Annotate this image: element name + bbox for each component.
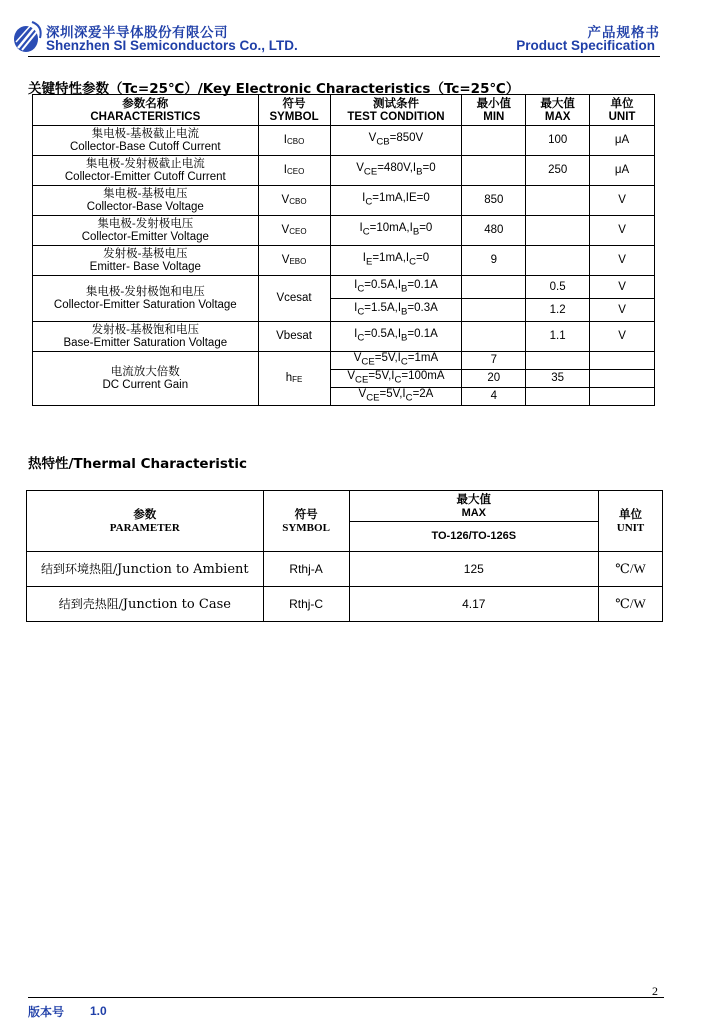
- min-cell: [462, 156, 526, 186]
- condition-cell: $I_C=1mA,IE=0$: [330, 186, 462, 216]
- col-header-condition: 测试条件 TEST CONDITION: [330, 95, 462, 126]
- min-cell: [462, 126, 526, 156]
- min-cell: 4: [462, 388, 526, 406]
- table-row: [33, 322, 655, 352]
- unit-cell: [590, 370, 655, 388]
- characteristic-name: 发射极-基极饱和电压 Base-Emitter Saturation Voltage: [33, 322, 259, 352]
- col-header-max: 最大值 MAX: [526, 95, 590, 126]
- version-label: 版本号: [28, 1005, 65, 1019]
- condition-cell: $V_{CB}=850V$: [330, 126, 462, 156]
- unit-cell: V: [590, 216, 655, 246]
- table-row: [33, 186, 655, 216]
- unit-cell: ℃/W: [599, 587, 663, 622]
- characteristic-name: 集电极-发射极截止电流 Collector-Emitter Cutoff Current: [33, 156, 259, 186]
- table-row: [33, 276, 655, 299]
- package-header: TO-126/TO-126S: [349, 522, 599, 552]
- company-name-en: Shenzhen SI Semiconductors Co., LTD.: [46, 38, 298, 53]
- company-name-cn: 深圳深爱半导体股份有限公司: [46, 25, 228, 41]
- symbol-cell: Vbesat: [258, 322, 330, 352]
- unit-cell: V: [590, 299, 655, 322]
- max-cell: [526, 352, 590, 370]
- min-cell: 7: [462, 352, 526, 370]
- max-cell: 0.5: [526, 276, 590, 299]
- condition-cell: $I_C=0.5A,I_B=0.1A$: [330, 322, 462, 352]
- symbol-cell: VCBO: [258, 186, 330, 216]
- col-header-unit: 单位 UNIT: [599, 491, 663, 552]
- unit-cell: ℃/W: [599, 552, 663, 587]
- characteristic-name: 集电极-基极电压 Collector-Base Voltage: [33, 186, 259, 216]
- max-cell: 250: [526, 156, 590, 186]
- condition-cell: $V_{CE}=480V,I_B=0$: [330, 156, 462, 186]
- doc-type-cn: 产品规格书: [587, 25, 660, 41]
- table-row: [27, 552, 663, 587]
- col-header-parameter: 参数 PARAMETER: [27, 491, 264, 552]
- symbol-cell: VEBO: [258, 246, 330, 276]
- unit-cell: V: [590, 246, 655, 276]
- max-value-cell: 125: [349, 552, 599, 587]
- unit-cell: μA: [590, 126, 655, 156]
- symbol-cell: hFE: [258, 352, 330, 406]
- col-header-symbol: 符号 SYMBOL: [263, 491, 349, 552]
- header-divider: [28, 56, 660, 57]
- unit-cell: [590, 388, 655, 406]
- footer-divider: [28, 997, 664, 998]
- max-cell: 100: [526, 126, 590, 156]
- parameter-cell: 结到壳热阻/Junction to Case: [27, 587, 264, 622]
- characteristic-name: 电流放大倍数 DC Current Gain: [33, 352, 259, 406]
- unit-cell: V: [590, 322, 655, 352]
- table-row: [33, 352, 655, 370]
- unit-cell: μA: [590, 156, 655, 186]
- characteristic-name: 集电极-基极截止电流 Collector-Base Cutoff Current: [33, 126, 259, 156]
- symbol-cell: VCEO: [258, 216, 330, 246]
- unit-cell: V: [590, 186, 655, 216]
- condition-cell: $V_{CE}=5V,I_C=100mA$: [330, 370, 462, 388]
- characteristic-name: 集电极-发射极饱和电压 Collector-Emitter Saturation Voltage: [33, 276, 259, 322]
- min-cell: 20: [462, 370, 526, 388]
- min-cell: [462, 299, 526, 322]
- unit-cell: [590, 352, 655, 370]
- doc-type-en: Product Specification: [516, 38, 655, 53]
- max-value-cell: 4.17: [349, 587, 599, 622]
- page-number: 2: [652, 984, 658, 998]
- min-cell: 9: [462, 246, 526, 276]
- table-header-row: [33, 95, 655, 126]
- version-number: 1.0: [90, 1004, 107, 1018]
- symbol-cell: Rthj-A: [263, 552, 349, 587]
- characteristic-name: 发射极-基极电压 Emitter- Base Voltage: [33, 246, 259, 276]
- thermal-characteristic-title: 热特性/Thermal Characteristic: [28, 456, 247, 472]
- min-cell: 480: [462, 216, 526, 246]
- col-header-max: 最大值 MAX: [349, 491, 599, 522]
- col-header-symbol: 符号 SYMBOL: [258, 95, 330, 126]
- symbol-cell: Vcesat: [258, 276, 330, 322]
- table-row: [33, 156, 655, 186]
- table-row: [33, 246, 655, 276]
- unit-cell: V: [590, 276, 655, 299]
- table-row: [33, 126, 655, 156]
- key-characteristics-title: 关键特性参数（Tc=25℃）/Key Electronic Characteristics（Tc=25℃）: [28, 81, 520, 97]
- condition-cell: $I_E=1mA,I_C=0$: [330, 246, 462, 276]
- symbol-cell: ICEO: [258, 156, 330, 186]
- min-cell: 850: [462, 186, 526, 216]
- condition-cell: $V_{CE}=5V,I_C=2A$: [330, 388, 462, 406]
- parameter-cell: 结到环境热阻/Junction to Ambient: [27, 552, 264, 587]
- max-cell: [526, 388, 590, 406]
- characteristic-name: 集电极-发射极电压 Collector-Emitter Voltage: [33, 216, 259, 246]
- max-cell: [526, 216, 590, 246]
- condition-cell: $I_C=0.5A,I_B=0.1A$: [330, 276, 462, 299]
- max-cell: [526, 246, 590, 276]
- max-cell: 35: [526, 370, 590, 388]
- company-logo-icon: [12, 20, 44, 54]
- thermal-table: [26, 490, 663, 622]
- min-cell: [462, 322, 526, 352]
- key-characteristics-table: [32, 94, 655, 406]
- condition-cell: $V_{CE}=5V,I_C=1mA$: [330, 352, 462, 370]
- condition-cell: $I_C=1.5A,I_B=0.3A$: [330, 299, 462, 322]
- table-row: [33, 216, 655, 246]
- col-header-unit: 单位 UNIT: [590, 95, 655, 126]
- col-header-characteristics: 参数名称 CHARACTERISTICS: [33, 95, 259, 126]
- condition-cell: $I_C=10mA,I_B=0$: [330, 216, 462, 246]
- min-cell: [462, 276, 526, 299]
- max-cell: 1.2: [526, 299, 590, 322]
- max-cell: 1.1: [526, 322, 590, 352]
- table-row: [27, 587, 663, 622]
- symbol-cell: ICBO: [258, 126, 330, 156]
- symbol-cell: Rthj-C: [263, 587, 349, 622]
- col-header-min: 最小值 MIN: [462, 95, 526, 126]
- max-cell: [526, 186, 590, 216]
